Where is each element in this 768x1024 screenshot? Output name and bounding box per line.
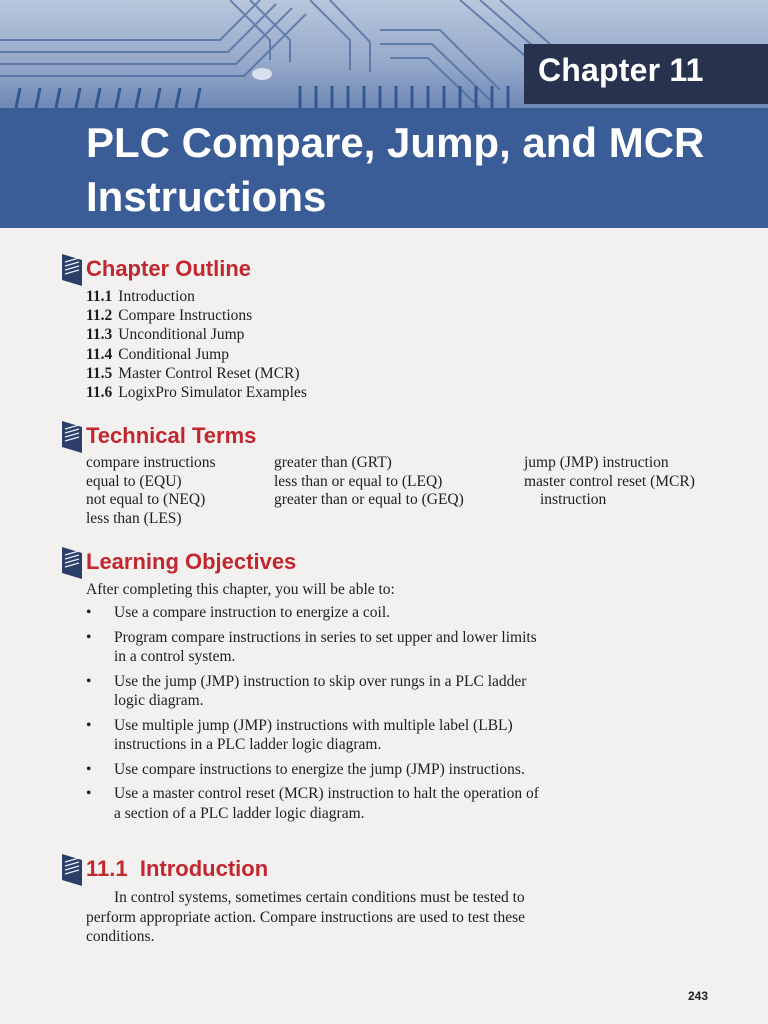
introduction-title: 11.1 Introduction	[86, 856, 269, 881]
term: equal to (EQU)	[86, 472, 182, 490]
objective-item	[86, 628, 546, 667]
technical-terms-title: Technical Terms	[86, 423, 257, 448]
bullet: •	[86, 785, 92, 802]
outline-item	[86, 364, 307, 383]
objective-text: Use a compare instruction to energize a coil.	[114, 604, 391, 621]
objective-text: Use multiple jump (JMP) instructions with multiple label (LBL) instructions in a PLC ladder logic diagram.	[114, 716, 513, 753]
bullet: •	[86, 672, 92, 690]
objective-item	[86, 603, 546, 623]
bullet: •	[86, 628, 92, 646]
outline-item-label: Master Control Reset (MCR)	[118, 364, 300, 382]
objective-item	[86, 760, 546, 780]
term: master control reset (MCR)	[524, 472, 695, 490]
objective-item	[86, 716, 546, 755]
introduction-paragraph: In control systems, sometimes certain conditions must be tested to perform appropriate action. Compare instructions are used to test these conditions.	[86, 889, 526, 945]
outline-item-number: 11.3	[86, 326, 113, 344]
objective-text: Use the jump (JMP) instruction to skip over rungs in a PLC ladder logic diagram.	[114, 672, 527, 709]
term: less than (LES)	[86, 509, 182, 527]
outline-item-number: 11.4	[86, 345, 113, 363]
section-marker-icon	[62, 547, 82, 579]
outline-item-number: 11.2	[86, 307, 113, 325]
outline-item-label: Compare Instructions	[118, 307, 253, 325]
objective-text: Use a master control reset (MCR) instruction to halt the operation of a section of a PLC ladder logic diagram.	[114, 785, 539, 822]
outline-item	[86, 345, 307, 364]
bullet: •	[86, 716, 92, 734]
terms-column-1	[86, 454, 216, 528]
outline-item-label: Unconditional Jump	[118, 326, 245, 344]
chapter-header-banner	[0, 0, 768, 228]
chapter-number-label: Chapter 11	[538, 52, 704, 88]
term: jump (JMP) instruction	[524, 454, 669, 471]
terms-column-3	[524, 454, 695, 510]
outline-item-label: Conditional Jump	[118, 345, 229, 363]
learning-objectives-title: Learning Objectives	[86, 549, 297, 574]
term: compare instructions	[86, 454, 216, 471]
objective-item	[86, 672, 546, 711]
outline-item	[86, 306, 307, 325]
term: not equal to (NEQ)	[86, 491, 206, 509]
outline-item	[86, 325, 307, 344]
chapter-outline-title: Chapter Outline	[86, 256, 252, 281]
objectives-intro: After completing this chapter, you will be able to:	[86, 581, 395, 598]
outline-item	[86, 287, 307, 306]
term: greater than (GRT)	[274, 454, 392, 471]
objectives-list	[86, 603, 546, 828]
outline-item	[86, 383, 307, 402]
objective-text: Program compare instructions in series to set upper and lower limits in a control system.	[114, 628, 537, 665]
term: greater than or equal to (GEQ)	[274, 491, 464, 509]
outline-item-number: 11.5	[86, 364, 113, 382]
outline-item-number: 11.1	[86, 288, 113, 305]
chapter-title: PLC Compare, Jump, and MCR Instructions	[86, 119, 705, 220]
terms-column-2	[274, 454, 464, 510]
bullet: •	[86, 604, 92, 621]
outline-item-number: 11.6	[86, 384, 113, 402]
bullet: •	[86, 760, 92, 778]
outline-item-label: Introduction	[118, 288, 195, 305]
term: less than or equal to (LEQ)	[274, 472, 443, 490]
page-number: 243	[688, 989, 709, 1003]
section-marker-icon	[62, 421, 82, 453]
term: instruction	[540, 491, 607, 509]
objective-item	[86, 784, 546, 823]
chapter-outline-list	[86, 287, 307, 402]
outline-item-label: LogixPro Simulator Examples	[118, 384, 307, 402]
objective-text: Use compare instructions to energize the jump (JMP) instructions.	[114, 760, 525, 778]
section-marker-icon	[62, 254, 82, 286]
section-marker-icon	[62, 854, 82, 886]
